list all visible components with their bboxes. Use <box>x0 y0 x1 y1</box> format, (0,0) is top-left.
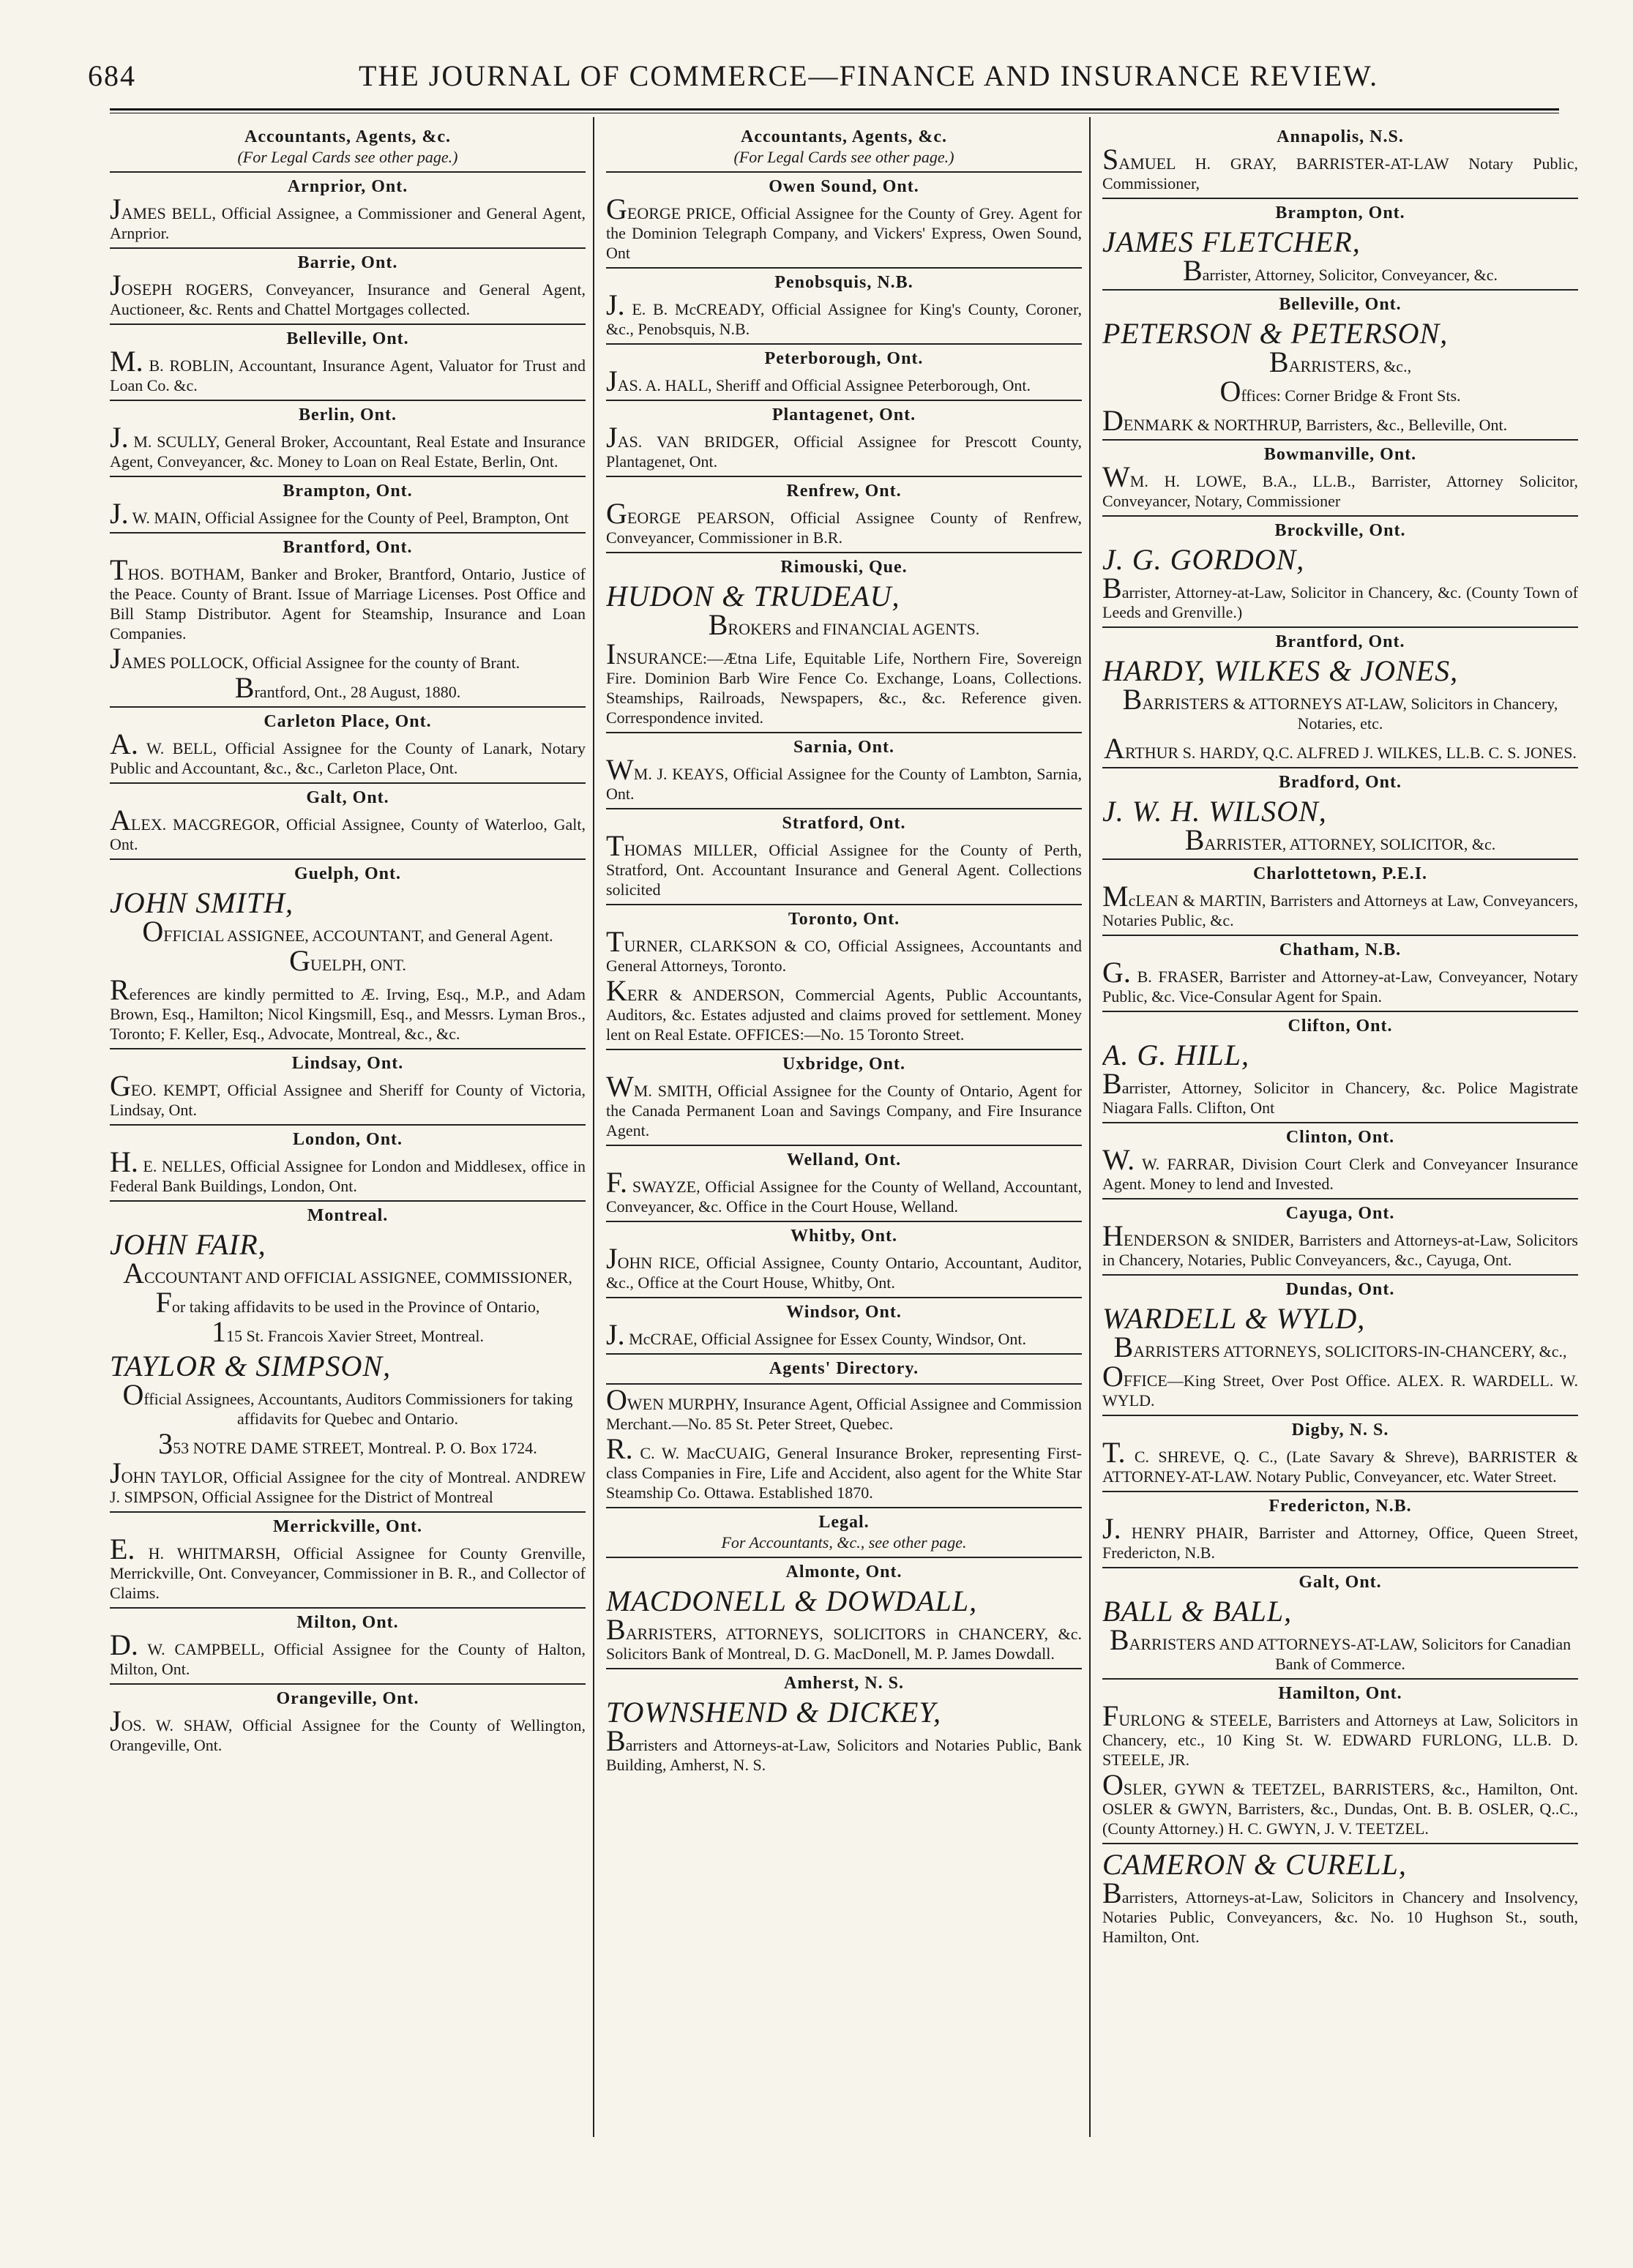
town-heading: Rimouski, Que. <box>780 558 908 577</box>
firm-name-display: HUDON & TRUDEAU, <box>606 580 900 613</box>
card-line: ACCOUNTANT AND OFFICIAL ASSIGNEE, COMMISSIONER, <box>123 1257 572 1290</box>
business-card: A. W. BELL, Official Assignee for the County of Lanark, Notary Public and Accountant, &c., &c., Carleton Place, Ont. <box>110 727 586 777</box>
section-note: (For Legal Cards see other page.) <box>237 148 458 166</box>
section-divider <box>606 904 1082 905</box>
town-heading: Sarnia, Ont. <box>793 738 895 757</box>
town-heading: Penobsquis, N.B. <box>774 273 913 292</box>
section-divider <box>1102 1678 1578 1680</box>
firm-name-display: WARDELL & WYLD, <box>1102 1302 1366 1335</box>
business-card: JOHN RICE, Official Assignee, County Ontario, Accountant, Auditor, &c., Office at the Court House, Whitby, Ont. <box>606 1242 1082 1292</box>
business-card: E. H. WHITMARSH, Official Assignee for County Grenville, Merrickville, Ont. Conveyancer, Commissioner in B. R., and Collector of Claims. <box>110 1532 586 1602</box>
town-heading: Plantagenet, Ont. <box>771 405 916 424</box>
firm-name-display: MACDONELL & DOWDALL, <box>606 1584 978 1617</box>
business-card: INSURANCE:—Ætna Life, Equitable Life, Northern Fire, Sovereign Fire. Dominion Barb Wire Fence Co. Exchange, Loans, Collections. Steamships, Railroads, Newspapers, &c., &c. Reference given. Correspondence invited. <box>606 637 1082 727</box>
town-heading: Cayuga, Ont. <box>1285 1204 1395 1223</box>
business-card: T. C. SHREVE, Q. C., (Late Savary & Shreve), BARRISTER & ATTORNEY-AT-LAW. Notary Public, Conveyancer, etc. Water Street. <box>1102 1436 1578 1486</box>
section-divider <box>1102 767 1578 768</box>
business-card: J. E. B. McCREADY, Official Assignee for King's County, Coroner, &c., Penobsquis, N.B. <box>606 288 1082 338</box>
town-heading: Annapolis, N.S. <box>1277 127 1404 146</box>
card-line: BARRISTERS, &c., <box>1268 345 1412 378</box>
business-card: J. McCRAE, Official Assignee for Essex County, Windsor, Ont. <box>606 1318 1026 1351</box>
card-line: 353 NOTRE DAME STREET, Montreal. P. O. Box 1724. <box>158 1427 537 1460</box>
town-heading: Milton, Ont. <box>296 1613 399 1632</box>
card-line: BARRISTERS & ATTORNEYS AT-LAW, Solicitors in Chancery, Notaries, etc. <box>1122 683 1558 733</box>
firm-name-display: TOWNSHEND & DICKEY, <box>606 1696 941 1729</box>
town-heading: Guelph, Ont. <box>294 864 402 883</box>
town-heading: Toronto, Ont. <box>788 910 900 929</box>
business-card: J. M. SCULLY, General Broker, Accountant, Real Estate and Insurance Agent, Conveyancer, &c. Money to Loan on Real Estate, Berlin, Ont. <box>110 421 586 471</box>
business-card: WM. H. LOWE, B.A., LL.B., Barrister, Attorney Solicitor, Conveyancer, Notary, Commissioner <box>1102 460 1578 510</box>
town-heading: Peterborough, Ont. <box>764 349 924 368</box>
business-card: DENMARK & NORTHRUP, Barristers, &c., Belleville, Ont. <box>1102 404 1508 437</box>
town-heading: Owen Sound, Ont. <box>769 177 919 196</box>
card-line: BARRISTERS ATTORNEYS, SOLICITORS-IN-CHANCERY, &c., <box>1113 1331 1567 1363</box>
town-heading: Accountants, Agents, &c. <box>244 127 451 146</box>
section-divider <box>606 1049 1082 1050</box>
section-divider <box>110 1683 586 1685</box>
business-card: JOS. W. SHAW, Official Assignee for the County of Wellington, Orangeville, Ont. <box>110 1704 586 1754</box>
card-line: 115 St. Francois Xavier Street, Montreal. <box>212 1315 484 1348</box>
town-heading: Dundas, Ont. <box>1285 1280 1395 1299</box>
business-card: M. B. ROBLIN, Accountant, Insurance Agent, Valuator for Trust and Loan Co. &c. <box>110 345 586 394</box>
town-heading: Clifton, Ont. <box>1288 1017 1393 1036</box>
business-card: TURNER, CLARKSON & CO, Official Assignees, Accountants and General Attorneys, Toronto. <box>606 925 1082 975</box>
section-divider <box>606 1297 1082 1298</box>
firm-name-display: A. G. HILL, <box>1102 1038 1250 1071</box>
section-divider <box>606 552 1082 553</box>
section-divider <box>110 1511 586 1513</box>
business-card: JAS. VAN BRIDGER, Official Assignee for Prescott County, Plantagenet, Ont. <box>606 421 1082 471</box>
town-heading: Brockville, Ont. <box>1274 521 1406 540</box>
section-divider <box>606 808 1082 809</box>
section-divider <box>1102 515 1578 517</box>
firm-name-display: PETERSON & PETERSON, <box>1102 317 1449 350</box>
card-line: GUELPH, ONT. <box>289 944 406 977</box>
business-card: Barristers and Attorneys-at-Law, Solicitors and Notaries Public, Bank Building, Amherst, N. S. <box>606 1724 1082 1774</box>
town-heading: Accountants, Agents, &c. <box>741 127 947 146</box>
section-divider <box>1102 1843 1578 1844</box>
business-card: References are kindly permitted to Æ. Irving, Esq., M.P., and Adam Brown, Esq., Hamilton; Nicol Kingsmill, Esq., and Messrs. Lyman Bros., Toronto; F. Keller, Esq., Advocate, Montreal, &c., &c. <box>110 973 586 1043</box>
firm-name-display: JOHN FAIR, <box>110 1228 266 1261</box>
section-divider <box>110 706 586 708</box>
section-divider <box>606 1145 1082 1146</box>
town-heading: Almonte, Ont. <box>785 1562 903 1582</box>
section-divider <box>110 400 586 401</box>
card-line: For taking affidavits to be used in the Province of Ontario, <box>155 1286 540 1319</box>
section-divider <box>1102 1274 1578 1276</box>
section-divider <box>1102 1011 1578 1012</box>
section-divider <box>110 323 586 325</box>
business-card: HENDERSON & SNIDER, Barristers and Attorneys-at-Law, Solicitors in Chancery, Notaries, Public Conveyancers, &c., Cayuga, Ont. <box>1102 1219 1578 1269</box>
business-card: KERR & ANDERSON, Commercial Agents, Public Accountants, Auditors, &c. Estates adjusted and claims proved for settlement. Money lent on Real Estate. OFFICES:—No. 15 Toronto Street. <box>606 974 1082 1044</box>
town-heading: Galt, Ont. <box>1298 1573 1382 1592</box>
page-header <box>88 59 1559 102</box>
town-heading: Amherst, N. S. <box>784 1674 904 1693</box>
town-heading: Chatham, N.B. <box>1279 940 1402 959</box>
firm-name-display: J. W. H. WILSON, <box>1102 795 1327 828</box>
section-divider <box>110 171 586 173</box>
section-divider <box>606 1221 1082 1222</box>
section-divider <box>606 400 1082 401</box>
business-card: GEORGE PRICE, Official Assignee for the County of Grey. Agent for the Dominion Telegraph Company, and Vickers' Express, Owen Sound, Ont <box>606 192 1082 262</box>
card-line: Official Assignees, Accountants, Auditors Commissioners for taking affidavits for Quebec and Ontario. <box>122 1378 573 1428</box>
section-note: For Accountants, &c., see other page. <box>721 1533 967 1552</box>
section-divider <box>606 1507 1082 1508</box>
column-divider <box>593 117 594 2137</box>
town-heading: Stratford, Ont. <box>782 814 906 833</box>
town-heading: Windsor, Ont. <box>786 1303 902 1322</box>
business-card: H. E. NELLES, Official Assignee for London and Middlesex, office in Federal Bank Buildings, London, Ont. <box>110 1145 586 1195</box>
section-divider <box>606 343 1082 345</box>
section-divider <box>606 476 1082 477</box>
town-heading: Arnprior, Ont. <box>287 177 408 196</box>
business-card: JAS. A. HALL, Sheriff and Official Assignee Peterborough, Ont. <box>606 364 1031 397</box>
town-heading: Carleton Place, Ont. <box>264 712 432 731</box>
business-card: JOSEPH ROGERS, Conveyancer, Insurance and General Agent, Auctioneer, &c. Rents and Chattel Mortgages collected. <box>110 269 586 318</box>
town-heading: Renfrew, Ont. <box>786 482 902 501</box>
town-heading: Whitby, Ont. <box>790 1227 898 1246</box>
business-card: D. W. CAMPBELL, Official Assignee for the County of Halton, Milton, Ont. <box>110 1628 586 1678</box>
section-divider <box>110 1124 586 1126</box>
section-divider <box>110 858 586 860</box>
journal-title: THE JOURNAL OF COMMERCE—FINANCE AND INSURANCE REVIEW. <box>359 59 1379 92</box>
firm-name-display: TAYLOR & SIMPSON, <box>110 1350 392 1382</box>
town-heading: Barrie, Ont. <box>297 253 398 272</box>
business-card: GEORGE PEARSON, Official Assignee County of Renfrew, Conveyancer, Commissioner in B.R. <box>606 497 1082 547</box>
town-heading: Belleville, Ont. <box>1279 295 1402 314</box>
section-divider <box>1102 1491 1578 1492</box>
business-card: WM. J. KEAYS, Official Assignee for the County of Lambton, Sarnia, Ont. <box>606 753 1082 803</box>
card-line: OFFICIAL ASSIGNEE, ACCOUNTANT, and General Agent. <box>142 915 553 948</box>
section-divider <box>110 1200 586 1202</box>
section-divider <box>606 1383 1082 1385</box>
town-heading: Belleville, Ont. <box>286 329 409 348</box>
town-heading: Bowmanville, Ont. <box>1263 445 1417 464</box>
section-divider <box>110 247 586 249</box>
town-heading: Brampton, Ont. <box>1275 203 1405 222</box>
section-divider <box>1102 626 1578 628</box>
town-heading: London, Ont. <box>292 1130 403 1149</box>
business-card: JAMES POLLOCK, Official Assignee for the county of Brant. <box>110 642 520 675</box>
section-divider <box>1102 1198 1578 1200</box>
business-card: GEO. KEMPT, Official Assignee and Sheriff for County of Victoria, Lindsay, Ont. <box>110 1069 586 1119</box>
firm-name-display: BALL & BALL, <box>1102 1595 1293 1628</box>
section-divider <box>1102 439 1578 441</box>
business-card: THOS. BOTHAM, Banker and Broker, Brantford, Ontario, Justice of the Peace. County of Brant. Issue of Marriage Licenses. Post Office and Bill Stamp Distributor. Agent for Steamship, Insurance and Loan Companies. <box>110 553 586 643</box>
business-card: F. SWAYZE, Official Assignee for the County of Welland, Accountant, Conveyancer, &c. Office in the Court House, Welland. <box>606 1166 1082 1216</box>
town-heading: Brampton, Ont. <box>283 482 413 501</box>
town-heading: Uxbridge, Ont. <box>782 1055 905 1074</box>
business-card: McLEAN & MARTIN, Barristers and Attorneys at Law, Conveyancers, Notaries Public, &c. <box>1102 880 1578 929</box>
column-2 <box>606 123 1082 2260</box>
card-line: Barrister, Attorney, Solicitor, Conveyancer, &c. <box>1182 254 1498 287</box>
town-heading: Fredericton, N.B. <box>1268 1497 1412 1516</box>
town-heading: Agents' Directory. <box>769 1359 919 1378</box>
section-divider <box>110 476 586 477</box>
section-divider <box>606 1668 1082 1669</box>
firm-name-display: HARDY, WILKES & JONES, <box>1102 654 1459 687</box>
town-heading: Digby, N. S. <box>1291 1421 1389 1440</box>
card-line: Offices: Corner Bridge & Front Sts. <box>1219 375 1461 408</box>
business-card: Barrister, Attorney, Solicitor in Chancery, &c. Police Magistrate Niagara Falls. Clifton, Ont <box>1102 1067 1578 1117</box>
town-heading: Charlottetown, P.E.I. <box>1252 864 1428 883</box>
business-card: G. B. FRASER, Barrister and Attorney-at-Law, Conveyancer, Notary Public, &c. Vice-Consular Agent for Spain. <box>1102 956 1578 1006</box>
section-divider <box>606 732 1082 733</box>
business-card: BARRISTERS, ATTORNEYS, SOLICITORS in CHANCERY, &c. Solicitors Bank of Montreal, D. G. MacDonell, M. P. James Dowdall. <box>606 1613 1082 1663</box>
firm-name-display: JOHN SMITH, <box>110 886 294 919</box>
column-divider <box>1089 117 1091 2137</box>
business-card: JAMES BELL, Official Assignee, a Commissioner and General Agent, Arnprior. <box>110 192 586 242</box>
card-line: ARTHUR S. HARDY, Q.C. ALFRED J. WILKES, LL.B. C. S. JONES. <box>1104 732 1577 765</box>
business-card: ALEX. MACGREGOR, Official Assignee, County of Waterloo, Galt, Ont. <box>110 804 586 853</box>
business-card: R. C. W. MacCUAIG, General Insurance Broker, representing First-class Companies in Fire, Life and Accident, also agent for the White Star Steamship Co. Ottawa. Established 1870. <box>606 1432 1082 1502</box>
town-heading: Bradford, Ont. <box>1278 773 1402 792</box>
business-card: SAMUEL H. GRAY, BARRISTER-AT-LAW Notary Public, Commissioner, <box>1102 143 1578 192</box>
business-card: W. W. FARRAR, Division Court Clerk and Conveyancer Insurance Agent. Money to lend and Invested. <box>1102 1143 1578 1193</box>
section-note: (For Legal Cards see other page.) <box>733 148 954 166</box>
firm-name-display: J. G. GORDON, <box>1102 543 1305 576</box>
town-heading: Lindsay, Ont. <box>291 1054 404 1073</box>
business-card: J. HENRY PHAIR, Barrister and Attorney, Office, Queen Street, Fredericton, N.B. <box>1102 1512 1578 1562</box>
business-card: J. W. MAIN, Official Assignee for the County of Peel, Brampton, Ont <box>110 497 569 530</box>
business-card: Barrister, Attorney-at-Law, Solicitor in Chancery, &c. (County Town of Leeds and Grenville.) <box>1102 572 1578 621</box>
section-divider <box>1102 1567 1578 1568</box>
business-card: OWEN MURPHY, Insurance Agent, Official Assignee and Commission Merchant.—No. 85 St. Peter Street, Quebec. <box>606 1383 1082 1433</box>
column-1 <box>110 123 586 2260</box>
firm-name-display: CAMERON & CURELL, <box>1102 1848 1407 1881</box>
business-card: JOHN TAYLOR, Official Assignee for the city of Montreal. ANDREW J. SIMPSON, Official Assignee for the District of Montreal <box>110 1456 586 1506</box>
section-divider <box>606 1557 1082 1558</box>
town-heading: Clinton, Ont. <box>1285 1128 1395 1147</box>
section-divider <box>606 171 1082 173</box>
page-number: 684 <box>88 59 136 92</box>
section-divider <box>606 1353 1082 1355</box>
town-heading: Brantford, Ont. <box>1275 632 1405 651</box>
section-divider <box>1102 858 1578 860</box>
business-card: FURLONG & STEELE, Barristers and Attorneys at Law, Solicitors in Chancery, etc., 10 King St. W. EDWARD FURLONG, LL.B. D. STEELE, JR. <box>1102 1699 1578 1769</box>
section-divider <box>1102 198 1578 199</box>
business-card: THOMAS MILLER, Official Assignee for the County of Perth, Stratford, Ont. Accountant Insurance and General Agent. Collections solicited <box>606 829 1082 899</box>
town-heading: Orangeville, Ont. <box>276 1689 419 1708</box>
town-heading: Merrickville, Ont. <box>273 1517 422 1536</box>
section-divider <box>1102 935 1578 936</box>
section-divider <box>110 1048 586 1049</box>
town-heading: Brantford, Ont. <box>283 538 413 557</box>
business-card: Barristers, Attorneys-at-Law, Solicitors in Chancery and Insolvency, Notaries Public, Conveyancers, &c. No. 10 Hughson St., south, Hamilton, Ont. <box>1102 1876 1578 1946</box>
card-line: BARRISTER, ATTORNEY, SOLICITOR, &c. <box>1184 823 1496 856</box>
town-heading: Legal. <box>818 1513 870 1532</box>
section-divider <box>110 782 586 784</box>
business-card: WM. SMITH, Official Assignee for the County of Ontario, Agent for the Canada Permanent Loan and Savings Company, and Fire Insurance Agent. <box>606 1070 1082 1139</box>
column-3 <box>1102 123 1578 2260</box>
section-divider <box>110 1607 586 1609</box>
town-heading: Hamilton, Ont. <box>1278 1684 1402 1703</box>
card-line: BROKERS and FINANCIAL AGENTS. <box>708 608 980 641</box>
business-card: OSLER, GYWN & TEETZEL, BARRISTERS, &c., Hamilton, Ont. OSLER & GWYN, Barristers, &c., Dundas, Ont. B. B. OSLER, Q..C., (County Attorney.) H. C. GWYN, J. V. TEETZEL. <box>1102 1768 1578 1838</box>
section-divider <box>1102 1122 1578 1123</box>
section-divider <box>606 267 1082 269</box>
town-heading: Berlin, Ont. <box>298 405 397 424</box>
section-divider <box>1102 289 1578 291</box>
section-divider <box>1102 1415 1578 1416</box>
card-line: BARRISTERS AND ATTORNEYS-AT-LAW, Solicitors for Canadian Bank of Commerce. <box>1109 1623 1572 1673</box>
header-rule <box>110 108 1559 111</box>
section-divider <box>110 532 586 534</box>
town-heading: Galt, Ont. <box>306 788 389 807</box>
business-card: OFFICE—King Street, Over Post Office. ALEX. R. WARDELL. W. WYLD. <box>1102 1360 1578 1410</box>
town-heading: Montreal. <box>307 1206 389 1225</box>
card-line: Brantford, Ont., 28 August, 1880. <box>234 671 461 704</box>
town-heading: Welland, Ont. <box>786 1150 902 1169</box>
firm-name-display: JAMES FLETCHER, <box>1102 225 1361 258</box>
